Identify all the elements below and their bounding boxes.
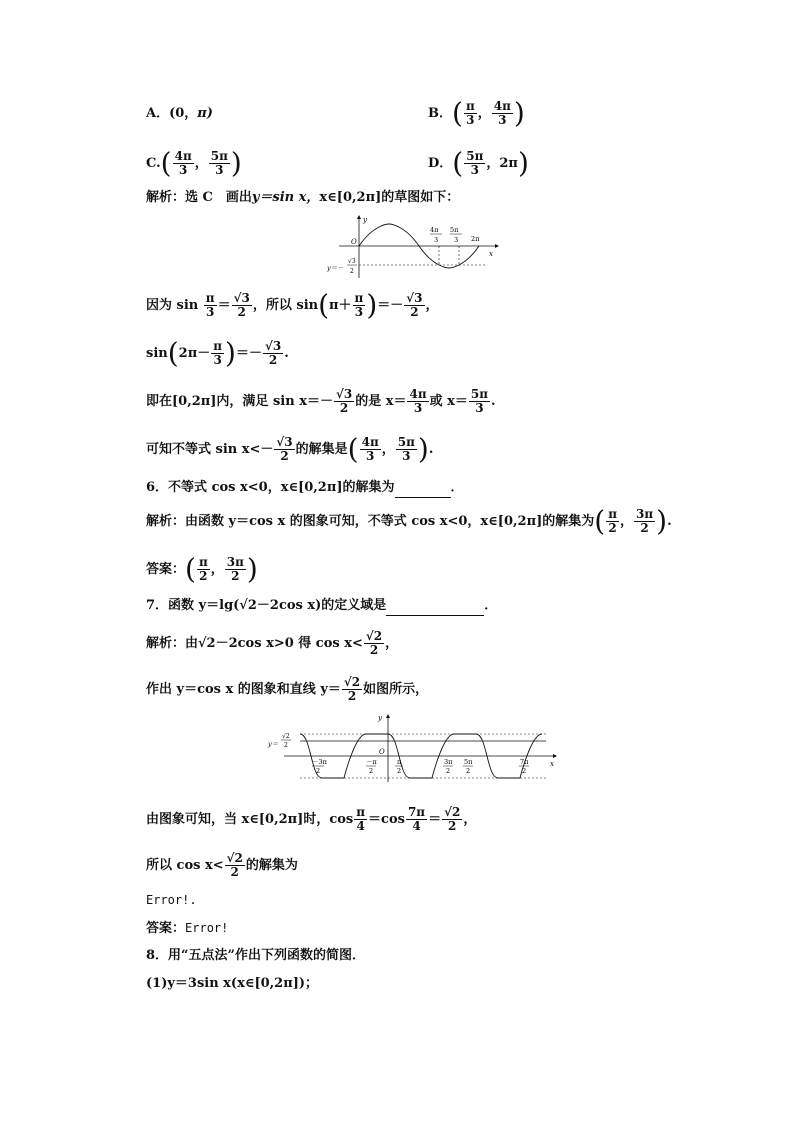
svg-text:3π: 3π <box>444 758 453 766</box>
sin-2pi-line: sin(2π－ $\frac{\pi}{3}$ )＝－ $\frac{√3}{2}$ . <box>146 336 289 370</box>
from-graph-line: 由图象可知，当 x∈[0,2π]时，cos $\frac{\pi}{4}$ ＝cos $\frac{7\pi}{4}$ ＝ $\frac{√2}{2}$ ， <box>146 805 477 833</box>
error-text: Error!. <box>146 893 197 907</box>
solution-set-line: 可知不等式 sin x<－ $\frac{√3}{2}$ 的解集是( $\frac{4\pi}{3}$ ， $\frac{5\pi}{3}$ ). <box>146 432 434 466</box>
question-7-solution: 解析：由√2－2cos x>0 得 cos x< $\frac{√2}{2}$ ， <box>146 629 399 657</box>
within-line: 即在[0,2π]内，满足 sin x＝－ $\frac{√3}{2}$ 的是 x＝ $\frac{4\pi}{3}$ 或 x＝ $\frac{5\pi}{3}$ . <box>146 387 496 415</box>
svg-text:y: y <box>378 714 382 722</box>
option-a: A．(0，π) <box>146 106 213 121</box>
option-d: D．( $\frac{5\pi}{3}$ ，2π) <box>428 146 529 180</box>
svg-text:5π: 5π <box>464 758 473 766</box>
svg-text:2: 2 <box>284 742 288 749</box>
svg-text:y＝－: y＝－ <box>327 264 344 272</box>
question-6-answer: 答案：( $\frac{\pi}{2}$ ， $\frac{3\pi}{2}$ ) <box>146 552 258 586</box>
sine-graph <box>325 212 500 280</box>
because-line: 因为 sin $\frac{\pi}{3}$ ＝ $\frac{√3}{2}$ ，所以 sin(π＋ $\frac{\pi}{3}$ )＝－ $\frac{√3}{2}$ ， <box>146 288 439 322</box>
origin-label: O <box>351 238 357 246</box>
solution-intro: 解析：选 C 画出y＝sin x，x∈[0,2π]的草图如下： <box>146 190 460 205</box>
question-6-solution: 解析：由函数 y＝cos x 的图象可知，不等式 cos x<0，x∈[0,2π]的解集为( $\frac{\pi}{2}$ ， $\frac{3\pi}{2}$ ). <box>146 504 672 538</box>
so-cos-line: 所以 cos x< $\frac{√2}{2}$ 的解集为 <box>146 851 298 879</box>
svg-text:2: 2 <box>466 767 471 775</box>
question-6: 6．不等式 cos x<0，x∈[0,2π]的解集为 ． <box>146 478 464 498</box>
answer-blank <box>395 483 451 498</box>
question-7: 7．函数 y＝lg(√2－2cos x)的定义域是 ． <box>146 596 497 616</box>
svg-text:2: 2 <box>522 767 527 775</box>
svg-text:7π: 7π <box>520 758 529 766</box>
svg-text:√3: √3 <box>348 258 356 265</box>
question-7-answer: 答案：Error! <box>146 921 229 936</box>
svg-text:O: O <box>379 748 385 756</box>
svg-text:√2: √2 <box>282 733 290 740</box>
svg-text:2: 2 <box>316 767 321 775</box>
svg-text:y＝: y＝ <box>268 740 279 748</box>
svg-text:2: 2 <box>446 767 451 775</box>
svg-text:4π: 4π <box>430 226 439 234</box>
svg-text:2π: 2π <box>471 235 480 243</box>
svg-text:－π: －π <box>366 758 377 766</box>
question-8-part-1: (1)y＝3sin x(x∈[0,2π])； <box>146 976 319 991</box>
svg-text:2: 2 <box>397 767 402 775</box>
svg-text:π: π <box>397 758 402 766</box>
svg-text:5π: 5π <box>450 226 459 234</box>
svg-text:3: 3 <box>434 236 439 244</box>
svg-text:3: 3 <box>454 236 459 244</box>
svg-text:2: 2 <box>369 767 374 775</box>
draw-line: 作出 y＝cos x 的图象和直线 y＝ $\frac{√2}{2}$ 如图所示， <box>146 675 429 703</box>
svg-text:2: 2 <box>350 268 354 275</box>
option-b: B．( $\frac{\pi}{3}$ ， $\frac{4\pi}{3}$ ) <box>428 96 525 130</box>
answer-blank <box>386 601 484 616</box>
y-axis-label: y <box>363 216 367 224</box>
svg-text:x: x <box>550 760 554 768</box>
question-8: 8．用“五点法”作出下列函数的简图． <box>146 948 366 963</box>
x-axis-label: x <box>489 250 493 258</box>
cosine-graph <box>266 712 561 784</box>
svg-text:－3π: －3π <box>312 758 327 766</box>
option-c: C.( $\frac{4\pi}{3}$ ， $\frac{5\pi}{3}$ ) <box>146 146 242 180</box>
